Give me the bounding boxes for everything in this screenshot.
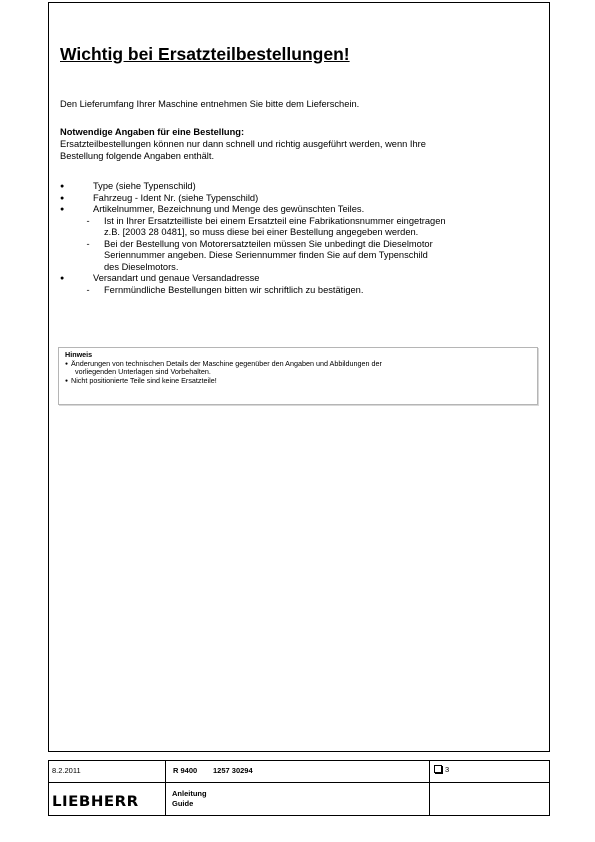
bullet-icon: ● — [60, 194, 65, 202]
footer-divider — [49, 782, 549, 783]
sub-list-item — [82, 216, 542, 239]
list-item-text: Artikelnummer, Bezeichnung und Menge des gewünschten Teiles. — [93, 204, 365, 214]
hint-title: Hinweis — [65, 350, 93, 359]
dash-icon: - — [86, 238, 90, 249]
sub-list-line: des Dieselmotors. — [104, 261, 179, 272]
intro-text: Den Lieferumfang Ihrer Maschine entnehmen Sie bitte dem Lieferschein. — [60, 99, 360, 109]
required-heading: Notwendige Angaben für eine Bestellung: — [60, 127, 245, 137]
sub-list-item — [82, 239, 542, 274]
footer-model: R 9400 — [173, 766, 198, 775]
sub-list-line: z.B. [2003 28 0481], so muss diese bei einer Bestellung angegeben werden. — [104, 227, 419, 237]
hint-items — [65, 360, 531, 386]
bullet-icon: ● — [60, 183, 65, 190]
sub-list-line: Seriennummer angeben. Diese Seriennummer finden Sie auf dem Typenschild — [104, 250, 428, 260]
bullet-icon: ● — [65, 377, 69, 384]
liebherr-logo: LIEBHERR — [52, 792, 139, 810]
sub-list-line: Ist in Ihrer Ersatzteilliste bei einem Ersatzteil eine Fabrikationsnummer eingetragen — [104, 215, 446, 226]
hint-item-line: Nicht positionierte Teile sind keine Ersatzteile! — [71, 375, 217, 385]
page-title: Wichtig bei Ersatzteilbestellungen! — [60, 44, 350, 64]
footer-page-number: 3 — [445, 765, 450, 774]
footer-doc-type-2: Guide — [172, 799, 194, 808]
hint-item — [65, 377, 531, 386]
list-item — [60, 273, 542, 285]
bullet-icon: ● — [60, 275, 65, 282]
list-item — [60, 193, 542, 205]
list-item — [60, 181, 542, 193]
footer-page — [434, 765, 449, 774]
bullet-icon: ● — [65, 360, 69, 367]
requirements-list — [60, 181, 542, 296]
required-text-line-1: Ersatzteilbestellungen können nur dann schnell und richtig ausgeführt werden, wenn Ihre — [60, 139, 426, 149]
footer-doc-number: 1257 30294 — [213, 766, 253, 775]
hint-item-line: Änderungen von technischen Details der Maschine gegenüber den Angaben und Abbildungen der — [71, 358, 382, 368]
hint-item — [65, 360, 531, 377]
hint-box — [58, 347, 538, 405]
hint-item-line: vorliegenden Unterlagen sind Vorbehalten. — [75, 367, 211, 377]
page-footer — [48, 760, 550, 816]
sub-list-line: Fernmündliche Bestellungen bitten wir schriftlich zu bestätigen. — [104, 284, 364, 295]
sub-list-line: Bei der Bestellung von Motorersatzteilen müssen Sie unbedingt die Dieselmotor — [104, 238, 433, 249]
list-item-text: Versandart und genaue Versandadresse — [93, 273, 260, 283]
dash-icon: - — [86, 215, 90, 226]
footer-divider — [165, 761, 166, 815]
dash-icon: - — [86, 284, 90, 295]
footer-date: 8.2.2011 — [52, 766, 81, 775]
footer-doc-type-1: Anleitung — [172, 789, 207, 798]
page-box-icon — [434, 765, 442, 773]
list-item-text: Fahrzeug - Ident Nr. (siehe Typenschild) — [93, 192, 259, 203]
footer-divider — [429, 761, 430, 815]
list-item — [60, 204, 542, 216]
bullet-icon: ● — [60, 206, 65, 213]
required-text-line-2: Bestellung folgende Angaben enthält. — [60, 150, 215, 161]
sub-list-item — [82, 285, 542, 297]
list-item-text: Type (siehe Typenschild) — [93, 181, 196, 191]
